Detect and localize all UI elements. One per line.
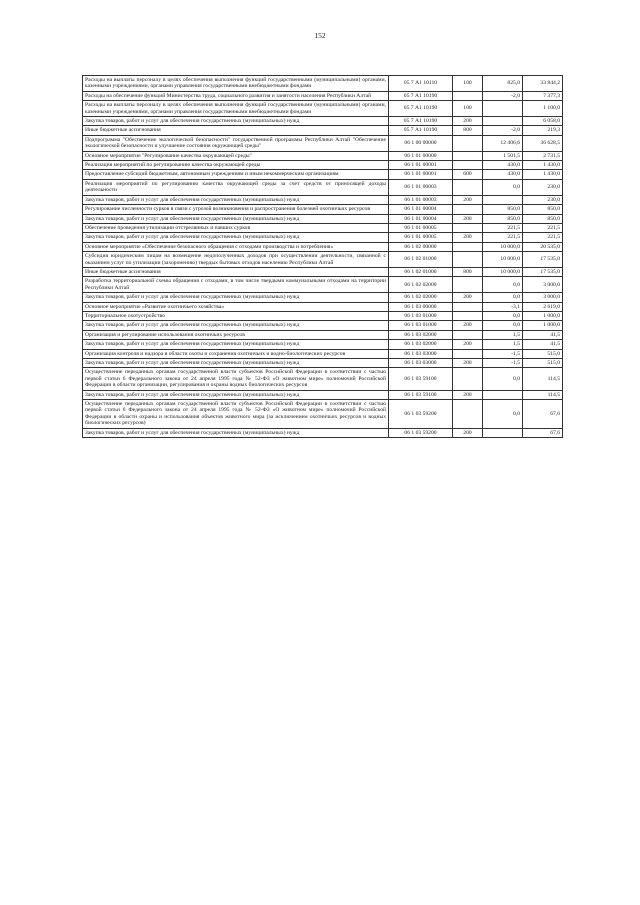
table-row (83, 359, 563, 368)
row-code-cell: 06 1 01 00001 (389, 170, 453, 179)
row-name-cell: Закупка товаров, работ и услуг для обеспечения государственных (муниципальных) нужд (83, 195, 389, 204)
row-expense-type-cell: 200 (453, 293, 483, 302)
row-change-cell: 1,5 (483, 340, 523, 349)
table-row (83, 311, 563, 320)
row-code-cell: 05 7 А1 10110 (389, 76, 453, 92)
row-expense-type-cell (453, 161, 483, 170)
row-expense-type-cell (453, 252, 483, 268)
row-change-cell: 430,0 (483, 161, 523, 170)
row-total-cell: 850,0 (523, 214, 563, 223)
row-change-cell: 0,0 (483, 179, 523, 195)
table-row (83, 195, 563, 204)
table-row (83, 214, 563, 223)
row-code-cell: 06 1 02 02000 (389, 293, 453, 302)
row-code-cell: 06 1 01 00000 (389, 151, 453, 160)
row-change-cell (483, 428, 523, 437)
row-total-cell: 1 000,0 (523, 311, 563, 320)
row-change-cell: 430,0 (483, 170, 523, 179)
table-row (83, 428, 563, 437)
budget-table (82, 75, 563, 438)
row-change-cell: 221,5 (483, 233, 523, 242)
row-total-cell: 6 058,0 (523, 117, 563, 126)
row-change-cell (483, 195, 523, 204)
row-change-cell (483, 101, 523, 117)
row-total-cell: 17 535,0 (523, 267, 563, 276)
row-name-cell: Закупка товаров, работ и услуг для обеспечения государственных (муниципальных) нужд (83, 390, 389, 399)
row-total-cell: 41,5 (523, 330, 563, 339)
row-expense-type-cell: 800 (453, 126, 483, 135)
row-code-cell: 06 1 01 00004 (389, 214, 453, 223)
row-code-cell: 06 1 01 00001 (389, 161, 453, 170)
row-name-cell: Иные бюджетные ассигнования (83, 126, 389, 135)
row-change-cell: 10 000,0 (483, 267, 523, 276)
table-row (83, 349, 563, 358)
row-code-cell: 06 1 03 01000 (389, 311, 453, 320)
row-expense-type-cell (453, 151, 483, 160)
row-code-cell: 05 7 А1 10190 (389, 101, 453, 117)
row-name-cell: Основное мероприятие «Развитие охотничьего хозяйства» (83, 302, 389, 311)
row-expense-type-cell: 200 (453, 214, 483, 223)
row-name-cell: Организация и регулирование использования охотничьих ресурсов (83, 330, 389, 339)
row-expense-type-cell (453, 330, 483, 339)
row-expense-type-cell (453, 91, 483, 100)
row-change-cell: 12 406,6 (483, 135, 523, 151)
row-total-cell: 67,6 (523, 428, 563, 437)
row-total-cell: 221,5 (523, 233, 563, 242)
row-change-cell: 0,0 (483, 400, 523, 429)
row-total-cell: 2 619,0 (523, 302, 563, 311)
table-row (83, 205, 563, 214)
table-row (83, 368, 563, 390)
row-name-cell: Разработка территориальной схемы обращения с отходами, в том числе твердыми коммунальными отходами на территории Республики Алтай (83, 277, 389, 293)
table-row (83, 242, 563, 251)
table-row (83, 277, 563, 293)
row-change-cell: 850,0 (483, 205, 523, 214)
row-code-cell: 06 1 03 00000 (389, 302, 453, 311)
row-change-cell: 1 501,5 (483, 151, 523, 160)
row-expense-type-cell: 800 (453, 267, 483, 276)
table-row (83, 151, 563, 160)
row-code-cell: 06 1 03 02000 (389, 330, 453, 339)
row-total-cell: 67,6 (523, 400, 563, 429)
row-total-cell: 1 430,0 (523, 161, 563, 170)
row-name-cell: Закупка товаров, работ и услуг для обеспечения государственных (муниципальных) нужд (83, 233, 389, 242)
row-code-cell: 06 1 00 00000 (389, 135, 453, 151)
row-code-cell: 06 1 03 59200 (389, 428, 453, 437)
row-change-cell: 10 000,0 (483, 252, 523, 268)
row-change-cell: 0,0 (483, 321, 523, 330)
row-change-cell (483, 117, 523, 126)
table-row (83, 101, 563, 117)
row-code-cell: 06 1 03 59200 (389, 400, 453, 429)
row-code-cell: 06 1 01 00003 (389, 195, 453, 204)
row-total-cell: 3 000,0 (523, 293, 563, 302)
row-code-cell: 06 1 03 02000 (389, 340, 453, 349)
row-code-cell: 05 7 А1 10190 (389, 91, 453, 100)
row-name-cell: Иные бюджетные ассигнования (83, 267, 389, 276)
row-name-cell: Основное мероприятие «Обеспечение безопасного обращения с отходами производства и потребления» (83, 242, 389, 251)
row-expense-type-cell (453, 277, 483, 293)
row-total-cell: 41,5 (523, 340, 563, 349)
row-expense-type-cell (453, 223, 483, 232)
row-code-cell: 05 7 А1 10190 (389, 126, 453, 135)
row-name-cell: Предоставление субсидий бюджетным, автономным учреждениям и иным некоммерческим организациям (83, 170, 389, 179)
table-row (83, 161, 563, 170)
row-total-cell: 219,3 (523, 126, 563, 135)
row-expense-type-cell: 200 (453, 359, 483, 368)
row-total-cell: 114,5 (523, 390, 563, 399)
row-change-cell: -1,5 (483, 359, 523, 368)
row-name-cell: Закупка товаров, работ и услуг для обеспечения государственных (муниципальных) нужд (83, 117, 389, 126)
row-change-cell: 10 000,0 (483, 242, 523, 251)
row-code-cell: 06 1 03 03000 (389, 359, 453, 368)
row-total-cell: 114,5 (523, 368, 563, 390)
row-name-cell: Закупка товаров, работ и услуг для обеспечения государственных (муниципальных) нужд (83, 321, 389, 330)
row-code-cell: 06 1 01 00004 (389, 205, 453, 214)
table-row (83, 340, 563, 349)
row-change-cell: -2,0 (483, 91, 523, 100)
table-row (83, 400, 563, 429)
table-row (83, 223, 563, 232)
table-row (83, 321, 563, 330)
row-total-cell: 230,0 (523, 179, 563, 195)
row-code-cell: 06 1 02 02000 (389, 277, 453, 293)
row-expense-type-cell: 200 (453, 195, 483, 204)
table-row (83, 267, 563, 276)
row-code-cell: 06 1 02 01000 (389, 267, 453, 276)
row-code-cell: 05 7 А1 10190 (389, 117, 453, 126)
row-name-cell: Осуществление переданных органам государственной власти субъектов Российской Федерации в соответствии с частью первой статьи 6 Федерального закона от 24 апреля 1995 года № 52-ФЗ «О животном мире» полномочий Российской Федерации в области организации, регулирования и охраны водных биологических ресурсов (83, 368, 389, 390)
row-expense-type-cell (453, 302, 483, 311)
row-total-cell: 36 628,5 (523, 135, 563, 151)
row-name-cell: Закупка товаров, работ и услуг для обеспечения государственных (муниципальных) нужд (83, 428, 389, 437)
row-change-cell: 0,0 (483, 311, 523, 320)
row-change-cell: 825,0 (483, 76, 523, 92)
row-code-cell: 06 1 03 01000 (389, 321, 453, 330)
row-name-cell: Обеспечение проведения утилизации отстрелянных и павших сурков (83, 223, 389, 232)
row-name-cell: Закупка товаров, работ и услуг для обеспечения государственных (муниципальных) нужд (83, 214, 389, 223)
row-code-cell: 06 1 01 00003 (389, 179, 453, 195)
row-expense-type-cell (453, 368, 483, 390)
row-change-cell (483, 390, 523, 399)
row-expense-type-cell (453, 349, 483, 358)
row-code-cell: 06 1 02 00000 (389, 242, 453, 251)
row-name-cell: Организация контроля и надзора в области охоты и сохранения охотничьих и водно-биологических ресурсов (83, 349, 389, 358)
row-expense-type-cell (453, 135, 483, 151)
row-total-cell: 850,0 (523, 205, 563, 214)
row-change-cell: -2,0 (483, 126, 523, 135)
row-expense-type-cell: 600 (453, 170, 483, 179)
row-total-cell: 1 100,0 (523, 101, 563, 117)
row-total-cell: 7 377,3 (523, 91, 563, 100)
row-total-cell: 33 844,2 (523, 76, 563, 92)
table-row (83, 179, 563, 195)
table-row (83, 233, 563, 242)
row-total-cell: 17 535,0 (523, 252, 563, 268)
table-row (83, 126, 563, 135)
row-expense-type-cell (453, 242, 483, 251)
row-change-cell: 0,0 (483, 368, 523, 390)
row-name-cell: Реализация мероприятий по регулированию качества окружающей среды за счет средств от приносящей доходы деятельности (83, 179, 389, 195)
table-row (83, 390, 563, 399)
row-expense-type-cell: 200 (453, 117, 483, 126)
row-name-cell: Закупка товаров, работ и услуг для обеспечения государственных (муниципальных) нужд (83, 359, 389, 368)
row-expense-type-cell (453, 311, 483, 320)
row-total-cell: 20 535,0 (523, 242, 563, 251)
row-total-cell: 515,0 (523, 349, 563, 358)
row-name-cell: Реализация мероприятий по регулированию качества окружающей среды (83, 161, 389, 170)
table-row (83, 302, 563, 311)
row-expense-type-cell: 100 (453, 101, 483, 117)
row-change-cell: 850,0 (483, 214, 523, 223)
row-code-cell: 06 1 01 00005 (389, 223, 453, 232)
row-name-cell: Субсидия юридическим лицам на возмещение недополученных доходов при осуществлении деятельности, связанной с оказанием услуг по утилизации (захоронению) твердых бытовых отходов населению Республики Алтай (83, 252, 389, 268)
table-row (83, 293, 563, 302)
row-name-cell: Расходы на обеспечение функций Министерства труда, социального развития и занятости населения Республики Алтай (83, 91, 389, 100)
row-name-cell: Закупка товаров, работ и услуг для обеспечения государственных (муниципальных) нужд (83, 293, 389, 302)
row-expense-type-cell: 200 (453, 428, 483, 437)
row-total-cell: 230,0 (523, 195, 563, 204)
row-name-cell: Осуществление переданных органам государственной власти субъектов Российской Федерации в соответствии с частью первой статьи 6 Федерального закона от 24 апреля 1995 года № 52-ФЗ «О животном мире» полномочий Российской Федерации в области охраны и использования объектов животного мира (за исключением охотничьих ресурсов и водных биологических ресурсов) (83, 400, 389, 429)
row-total-cell: 1 000,0 (523, 321, 563, 330)
row-expense-type-cell: 200 (453, 233, 483, 242)
row-change-cell: 0,0 (483, 277, 523, 293)
row-name-cell: Территориальное охотустройство (83, 311, 389, 320)
row-total-cell: 3 000,0 (523, 277, 563, 293)
row-total-cell: 1 430,0 (523, 170, 563, 179)
row-name-cell: Регулирование численности сурков в связи с угрозой возникновения и распространения болезней охотничьих ресурсов (83, 205, 389, 214)
row-expense-type-cell: 200 (453, 390, 483, 399)
table-row (83, 117, 563, 126)
row-change-cell: 221,5 (483, 223, 523, 232)
table-row (83, 252, 563, 268)
row-name-cell: Основное мероприятие "Регулирование качества окружающей среды" (83, 151, 389, 160)
row-expense-type-cell (453, 400, 483, 429)
row-code-cell: 06 1 03 59100 (389, 390, 453, 399)
row-name-cell: Расходы на выплаты персоналу в целях обеспечения выполнения функций государственными (муниципальными) органами, казенными учреждениями, органами управления государственными внебюджетными фондами (83, 101, 389, 117)
page-number: 152 (314, 31, 326, 40)
row-code-cell: 06 1 03 59100 (389, 368, 453, 390)
row-total-cell: 2 731,5 (523, 151, 563, 160)
table-row (83, 91, 563, 100)
row-expense-type-cell (453, 179, 483, 195)
row-code-cell: 06 1 03 03000 (389, 349, 453, 358)
row-change-cell: -3,1 (483, 302, 523, 311)
table-row (83, 135, 563, 151)
row-expense-type-cell (453, 205, 483, 214)
row-name-cell: Закупка товаров, работ и услуг для обеспечения государственных (муниципальных) нужд (83, 340, 389, 349)
row-total-cell: 221,5 (523, 223, 563, 232)
row-code-cell: 06 1 02 01000 (389, 252, 453, 268)
row-name-cell: Подпрограмма "Обеспечение экологической безопасности" государственной программы Республики Алтай "Обеспечение экологической безопасности и улучшение состояния окружающей среды" (83, 135, 389, 151)
row-total-cell: 515,0 (523, 359, 563, 368)
row-name-cell: Расходы на выплаты персоналу в целях обеспечения выполнения функций государственными (муниципальными) органами, казенными учреждениями, органами управления государственными внебюджетными фондами (83, 76, 389, 92)
row-change-cell: 0,0 (483, 293, 523, 302)
row-expense-type-cell: 100 (453, 76, 483, 92)
row-expense-type-cell: 200 (453, 321, 483, 330)
budget-table-body (83, 76, 563, 438)
table-row (83, 330, 563, 339)
row-code-cell: 06 1 01 00005 (389, 233, 453, 242)
row-change-cell: 1,5 (483, 330, 523, 339)
row-change-cell: -1,5 (483, 349, 523, 358)
table-row (83, 170, 563, 179)
table-row (83, 76, 563, 92)
row-expense-type-cell: 200 (453, 340, 483, 349)
